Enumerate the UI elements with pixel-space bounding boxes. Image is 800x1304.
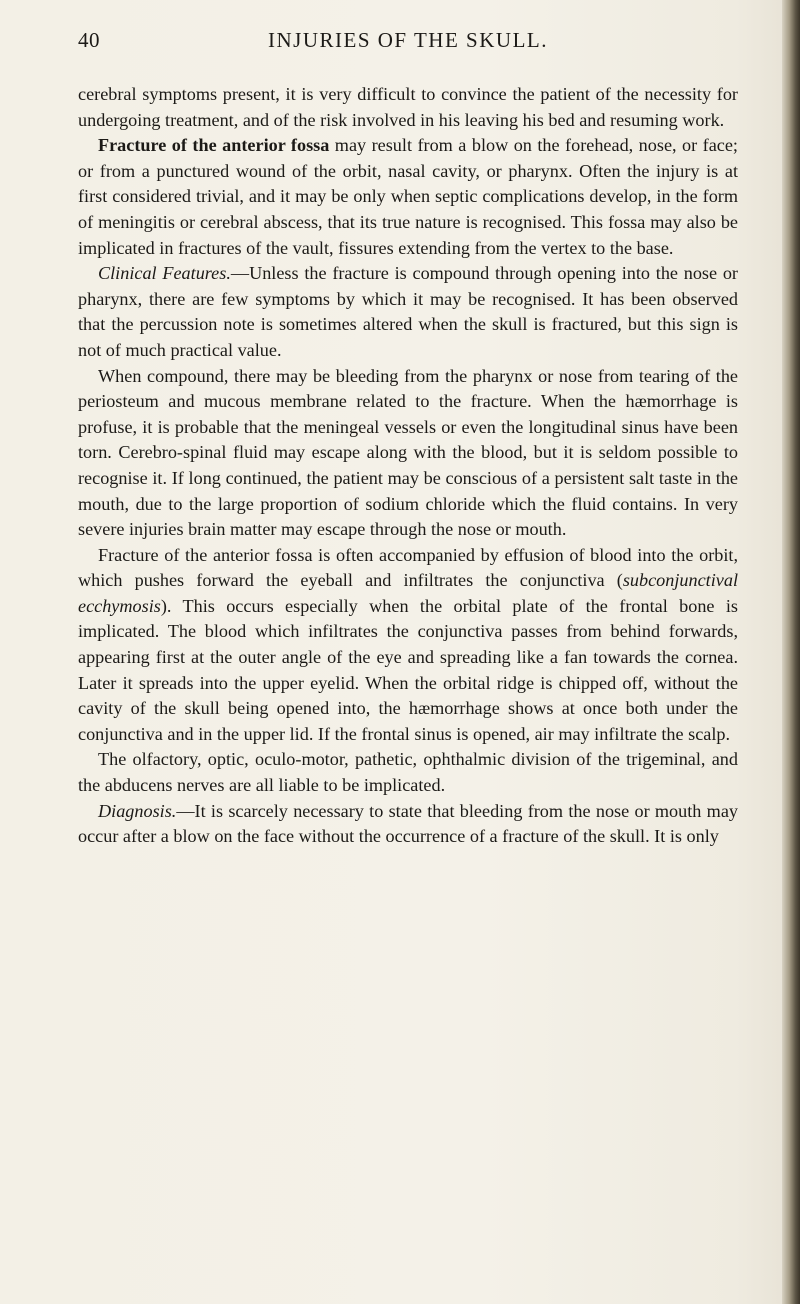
paragraph-text: cerebral symptoms present, it is very difficult to convince the patient of the necessity for undergoing treatment, and of the risk involved in his leaving his bed and resuming work. xyxy=(78,84,738,130)
paragraph-text: may result from a blow on the forehead, nose, or face; or from a punctured wound of the orbit, nasal cavity, or pharynx. Often the injury is at first considered trivial, and it may be only when septic complications develop, in the form of meningitis or cerebral abscess, that its true nature is recognised. This fossa may also be implicated in fractures of the vault, fissures extending from the vertex to the base. xyxy=(78,135,738,258)
paragraph-continuation xyxy=(78,82,738,133)
paragraph-text: The olfactory, optic, oculo-motor, pathetic, ophthalmic division of the trigeminal, and the abducens nerves are all liable to be implicated. xyxy=(78,749,738,796)
paragraph-text: ). This occurs especially when the orbital plate of the frontal bone is implicated. The blood which infiltrates the conjunctiva passes from behind forwards, appearing first at the outer angle of the eye and spreading like a fan towards the cornea. Later it spreads into the upper eyelid. When the orbital ridge is chipped off, without the cavity of the skull being opened into, the hæmorrhage shows at once both under the conjunctiva and in the upper lid. If the frontal sinus is opened, air may infiltrate the scalp. xyxy=(78,595,738,744)
subsection-heading: Diagnosis. xyxy=(98,800,177,821)
italic-term: subconjunctival ecchymosis xyxy=(78,570,738,616)
paragraph-text: Fracture of the anterior fossa is often accompanied by effusion of blood into the orbit, which pushes forward the eyeball and infiltrates the conjunctiva ( xyxy=(78,544,738,591)
page-number: 40 xyxy=(78,28,100,52)
paragraph-effusion xyxy=(78,543,738,748)
paragraph-anterior-fossa xyxy=(78,133,738,261)
paragraph-text: —It is scarcely necessary to state that bleeding from the nose or mouth may occur after a blow on the face without the occurrence of a fracture of the skull. It is only xyxy=(78,800,738,847)
running-title: INJURIES OF THE SKULL. xyxy=(268,28,548,52)
subsection-heading: Clinical Features. xyxy=(98,263,231,284)
paragraph-diagnosis xyxy=(78,799,738,850)
body-text xyxy=(78,82,738,850)
running-head xyxy=(78,28,738,58)
section-heading: Fracture of the anterior fossa xyxy=(98,135,330,156)
paragraph-compound xyxy=(78,364,738,543)
paragraph-text: —Unless the fracture is compound through opening into the nose or pharynx, there are few symptoms by which it may be recognised. It has been observed that the percussion note is sometimes altered when the skull is fractured, but this sign is not of much practical value. xyxy=(78,263,738,360)
paragraph-nerves xyxy=(78,747,738,798)
paragraph-text: When compound, there may be bleeding from the pharynx or nose from tearing of the periosteum and mucous membrane related to the fracture. When the hæmorrhage is profuse, it is probable that the meningeal vessels or even the longitudinal sinus have been torn. Cerebro-spinal fluid may escape along with the blood, but it is seldom possible to recognise it. If long continued, the patient may be conscious of a persistent salt taste in the mouth, due to the large proportion of sodium chloride which the fluid contains. In very severe injuries brain matter may escape through the nose or mouth. xyxy=(78,365,738,540)
paragraph-clinical-features xyxy=(78,261,738,363)
binding-edge xyxy=(782,0,800,1304)
